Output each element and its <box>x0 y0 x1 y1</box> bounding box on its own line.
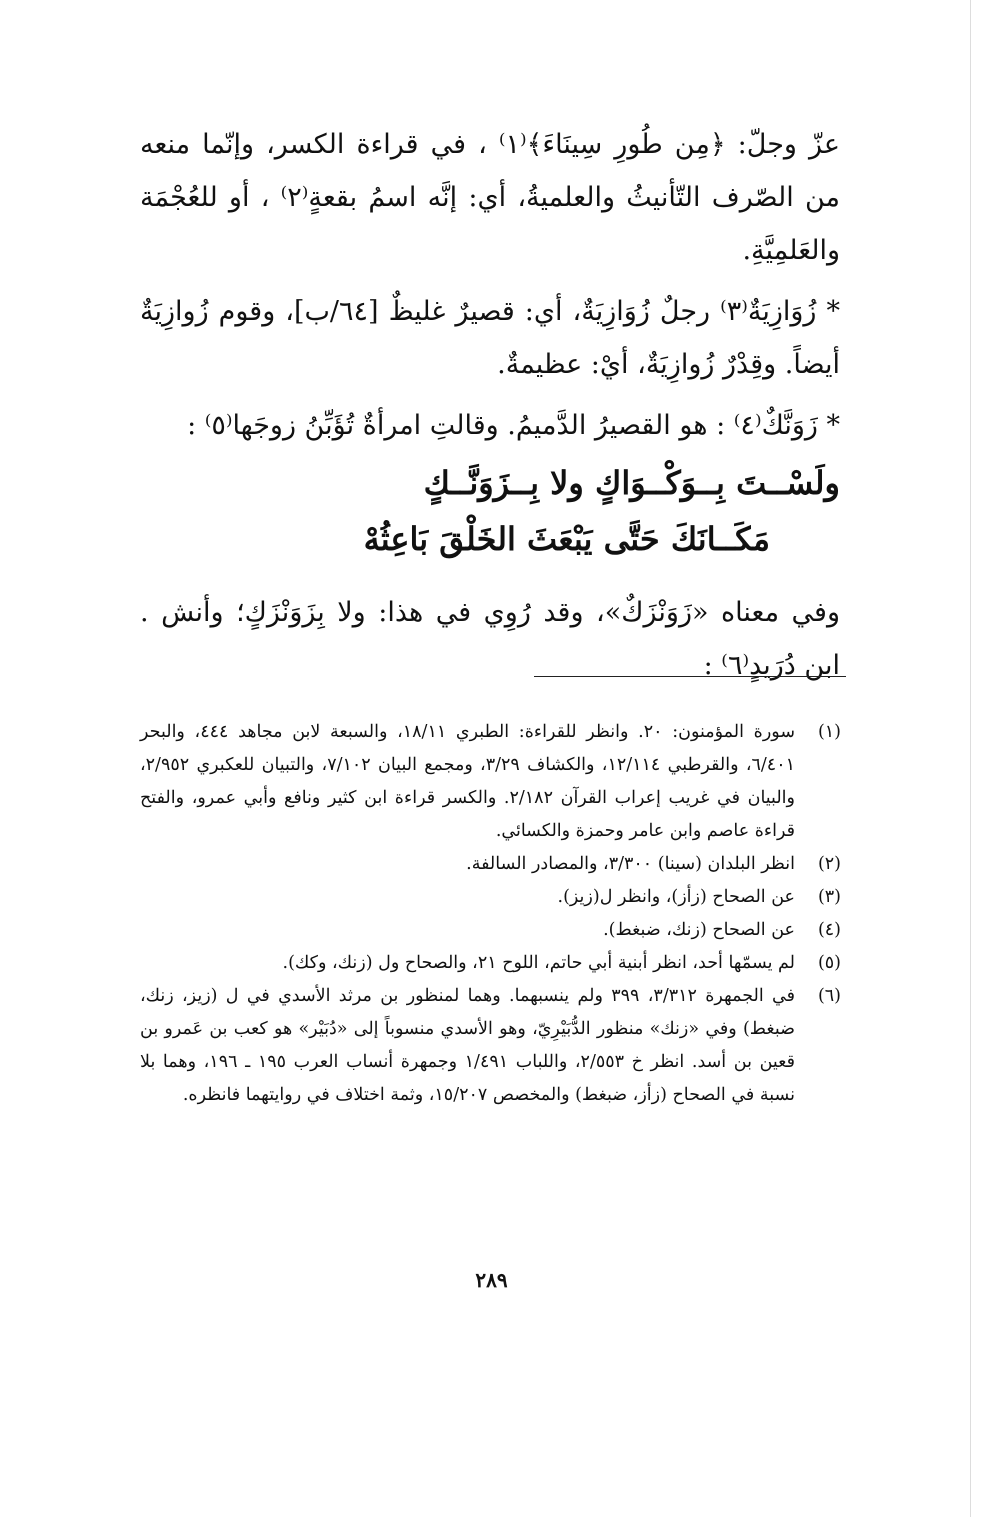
footnote-number: (٤) <box>817 920 841 940</box>
footnote-item <box>140 881 841 914</box>
paragraph-tur-sina: عزّ وجلّ: ﴿مِن طُورِ سِينَاءَ﴾⁽١⁾ ، في قراءة الكسر، وإنّما منعه من الصّرف التّأنيثُ والعلميةُ، أي: إنَّه اسمُ بقعةٍ⁽٢⁾ ، أو للعُجْمَة والعَلمِيَّةِ. <box>140 129 841 266</box>
page-number: ٢٨٩ <box>475 1268 508 1292</box>
poem-verse <box>140 458 840 564</box>
entry-zawannak: * زَوَنَّكٌ⁽٤⁾ : هو القصيرُ الدَّميمُ. وقالتِ امرأةٌ تُؤَبِّنُ زوجَها⁽٥⁾ : <box>187 410 840 441</box>
verse-line-2: مَكَــانَكَ حَتَّى يَبْعَثَ الخَلْقَ بَاعِثُهْ <box>363 520 770 558</box>
footnote-number: (١) <box>817 722 841 742</box>
footnote-number: (٢) <box>817 854 841 874</box>
footnote-item <box>140 716 841 848</box>
paragraph-zawanzak: وفي معناه «زَوَنْزَكٌ»، وقد رُوِي في هذا: ولا بِزَوَنْزَكٍ؛ وأنش . ابن دُرَيدٍ⁽٦⁾ : <box>140 597 840 681</box>
entry-zuwaziya: * زُوَازِيَةٌ⁽٣⁾ رجلٌ زُوَازِيَةٌ، أي: قصيرٌ غليظٌ [٦٤/ب]، وقوم زُوازِيَةٌ أيضاً. وقِدْرٌ زُوازِيَةٌ، أيْ: عظيمةٌ. <box>140 296 840 380</box>
footnote-item <box>140 980 841 1112</box>
footnote-item <box>140 848 841 881</box>
footnote-number: (٦) <box>817 986 841 1006</box>
footnote-number: (٥) <box>817 953 841 973</box>
footnote-separator <box>534 676 846 677</box>
footnote-text: سورة المؤمنون: ٢٠. وانظر للقراءة: الطبري ١٨/١١، والسبعة لابن مجاهد ٤٤٤، والبحر ٦/٤٠١، والقرطبي ١٢/١١٤، والكشاف ٣/٢٩، ومجمع البيان ٧/١٠٢، والتبيان للعكبري ٢/٩٥٢، والبيان في غريب إعراب القرآن ٢/١٨٢. والكسر قراءة ابن كثير ونافع وأبي عمرو، والفتح قراءة عاصم وابن عامر وحمزة والكسائي. <box>140 722 796 841</box>
footnote-text: انظر البلدان (سينا) ٣/٣٠٠، والمصادر السالفة. <box>466 854 795 874</box>
main-text <box>140 118 840 692</box>
footnote-item <box>140 914 841 947</box>
footnote-text: في الجمهرة ٣/٣١٢، ٣٩٩ ولم ينسبهما. وهما لمنظور بن مرثد الأسدي في ل (زيز، زنك، ضبغط) وفي «زنك» منظور الدُّبَيْرِيّ، وهو الأسدي منسوباً إلى «دُبَيْر» هو كعب بن عَمرو بن قعين بن أسد. انظر خ ٢/٥٥٣، واللباب ١/٤٩١ وجمهرة أنساب العرب ١٩٥ ـ ١٩٦، وهما بلا نسبة في الصحاح (زأز، ضبغط) والمخصص ١٥/٢٠٧، وثمة اختلاف في روايتهما فانظره. <box>140 986 796 1105</box>
footnote-text: عن الصحاح (زأز)، وانظر ل(زيز). <box>557 887 795 907</box>
footnotes <box>140 716 841 1112</box>
footnote-text: لم يسمّها أحد، انظر أبنية أبي حاتم، اللوح ٢١، والصحاح ول (زنك، وكك). <box>282 953 795 973</box>
footnote-text: عن الصحاح (زنك، ضبغط). <box>603 920 795 940</box>
footnote-item <box>140 947 841 980</box>
scan-edge-line <box>970 0 971 1517</box>
verse-line-1: ولَسْــتَ بِــوَكْــوَاكٍ ولا بِــزَوَنَّــكٍ <box>423 464 840 502</box>
footnote-number: (٣) <box>817 887 841 907</box>
